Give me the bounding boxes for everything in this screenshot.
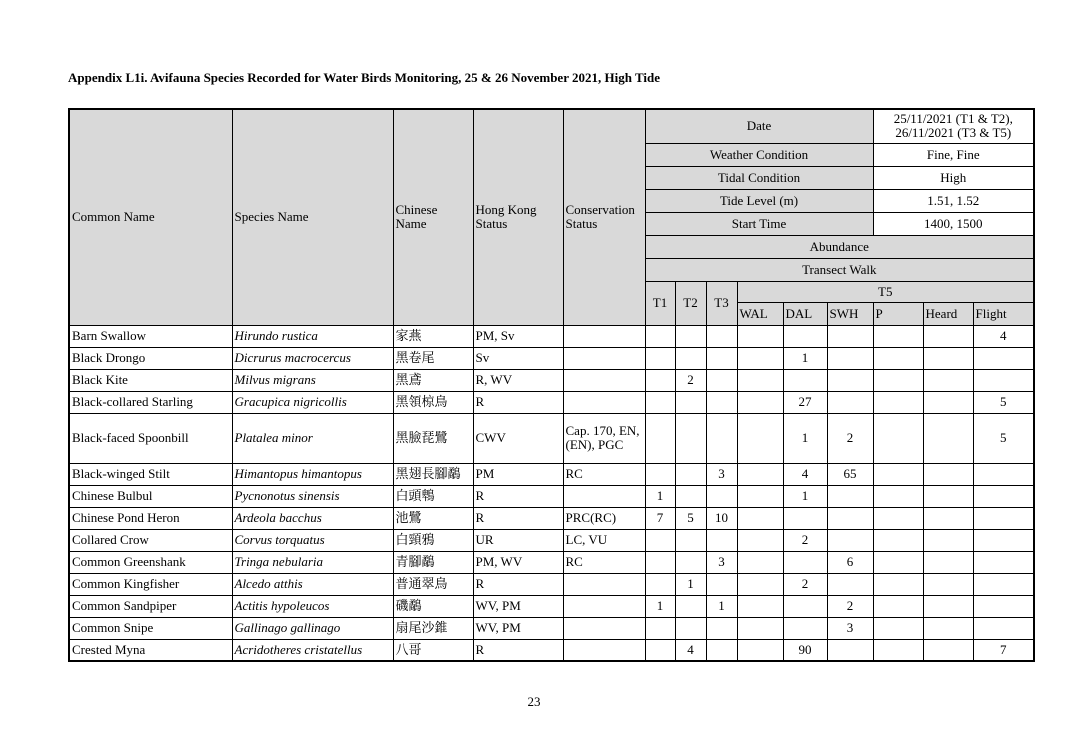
cell-flight [973, 551, 1034, 573]
cell-wal [737, 595, 783, 617]
cell-p [873, 595, 923, 617]
cell-heard [923, 463, 973, 485]
cell-t2 [675, 617, 706, 639]
cell-swh [827, 507, 873, 529]
cell-heard [923, 485, 973, 507]
cell-flight: 5 [973, 413, 1034, 463]
cell-flight: 7 [973, 639, 1034, 661]
cell-swh [827, 573, 873, 595]
cell-chinese-name: 青腳鷸 [393, 551, 473, 573]
cell-flight [973, 369, 1034, 391]
cell-swh [827, 485, 873, 507]
cell-t2: 4 [675, 639, 706, 661]
cell-dal [783, 507, 827, 529]
cell-conservation-status [563, 573, 645, 595]
avifauna-table [68, 108, 1035, 662]
cell-chinese-name: 黑鳶 [393, 369, 473, 391]
cell-dal [783, 551, 827, 573]
cell-swh: 3 [827, 617, 873, 639]
cell-common-name: Crested Myna [69, 639, 232, 661]
date-value: 25/11/2021 (T1 & T2), 26/11/2021 (T3 & T5) [873, 109, 1034, 143]
cell-hk-status: R [473, 507, 563, 529]
cell-t3: 1 [706, 595, 737, 617]
cell-wal [737, 617, 783, 639]
table-row [69, 485, 1034, 507]
cell-species-name: Dicrurus macrocercus [232, 347, 393, 369]
cell-t1 [645, 391, 675, 413]
cell-hk-status: UR [473, 529, 563, 551]
cell-dal: 27 [783, 391, 827, 413]
cell-t2 [675, 391, 706, 413]
cell-heard [923, 325, 973, 347]
cell-conservation-status [563, 347, 645, 369]
cell-t3 [706, 485, 737, 507]
cell-hk-status: PM, WV [473, 551, 563, 573]
cell-species-name: Platalea minor [232, 413, 393, 463]
cell-heard [923, 529, 973, 551]
cell-wal [737, 413, 783, 463]
col-header-hk-status: Hong Kong Status [473, 109, 563, 325]
cell-t3: 3 [706, 463, 737, 485]
cell-heard [923, 369, 973, 391]
cell-swh: 2 [827, 595, 873, 617]
cell-p [873, 369, 923, 391]
cell-flight [973, 463, 1034, 485]
cell-wal [737, 391, 783, 413]
cell-common-name: Common Snipe [69, 617, 232, 639]
table-row [69, 551, 1034, 573]
date-label: Date [645, 109, 873, 143]
cell-chinese-name: 磯鷸 [393, 595, 473, 617]
cell-species-name: Himantopus himantopus [232, 463, 393, 485]
cell-species-name: Pycnonotus sinensis [232, 485, 393, 507]
cell-hk-status: CWV [473, 413, 563, 463]
cell-t2 [675, 551, 706, 573]
cell-flight [973, 617, 1034, 639]
cell-common-name: Black Kite [69, 369, 232, 391]
cell-swh [827, 639, 873, 661]
table-row [69, 391, 1034, 413]
cell-common-name: Black-collared Starling [69, 391, 232, 413]
table-body [69, 325, 1034, 661]
cell-species-name: Alcedo atthis [232, 573, 393, 595]
cell-heard [923, 347, 973, 369]
col-header-conservation-status: Conservation Status [563, 109, 645, 325]
cell-common-name: Common Kingfisher [69, 573, 232, 595]
cell-p [873, 325, 923, 347]
cell-swh: 65 [827, 463, 873, 485]
cell-hk-status: Sv [473, 347, 563, 369]
page-title: Appendix L1i. Avifauna Species Recorded for Water Birds Monitoring, 25 & 26 November 2021, High Tide [68, 70, 661, 85]
cell-dal: 1 [783, 413, 827, 463]
cell-t2: 5 [675, 507, 706, 529]
col-header-t1: T1 [645, 281, 675, 325]
cell-chinese-name: 黑翅長腳鷸 [393, 463, 473, 485]
cell-p [873, 551, 923, 573]
cell-p [873, 617, 923, 639]
cell-hk-status: WV, PM [473, 617, 563, 639]
cell-t2 [675, 529, 706, 551]
cell-p [873, 485, 923, 507]
cell-t1 [645, 573, 675, 595]
cell-t1 [645, 369, 675, 391]
tidal-label: Tidal Condition [645, 166, 873, 189]
cell-swh [827, 391, 873, 413]
table-row [69, 573, 1034, 595]
cell-t1: 1 [645, 485, 675, 507]
cell-t2 [675, 347, 706, 369]
cell-species-name: Hirundo rustica [232, 325, 393, 347]
cell-wal [737, 573, 783, 595]
cell-species-name: Ardeola bacchus [232, 507, 393, 529]
cell-dal: 1 [783, 347, 827, 369]
cell-chinese-name: 扇尾沙錐 [393, 617, 473, 639]
cell-conservation-status [563, 485, 645, 507]
col-header-flight: Flight [973, 302, 1034, 325]
cell-dal [783, 617, 827, 639]
cell-conservation-status [563, 325, 645, 347]
cell-wal [737, 639, 783, 661]
cell-dal: 2 [783, 573, 827, 595]
cell-conservation-status [563, 617, 645, 639]
col-header-dal: DAL [783, 302, 827, 325]
cell-chinese-name: 黑臉琵鷺 [393, 413, 473, 463]
cell-swh: 6 [827, 551, 873, 573]
abundance-header: Abundance [645, 235, 1034, 258]
cell-species-name: Corvus torquatus [232, 529, 393, 551]
cell-conservation-status: RC [563, 551, 645, 573]
start-time-value: 1400, 1500 [873, 212, 1034, 235]
cell-t1 [645, 347, 675, 369]
table-row [69, 639, 1034, 661]
col-header-t3: T3 [706, 281, 737, 325]
cell-heard [923, 573, 973, 595]
cell-t3: 3 [706, 551, 737, 573]
col-header-t2: T2 [675, 281, 706, 325]
cell-flight [973, 573, 1034, 595]
cell-conservation-status: Cap. 170, EN, (EN), PGC [563, 413, 645, 463]
cell-species-name: Actitis hypoleucos [232, 595, 393, 617]
tide-level-value: 1.51, 1.52 [873, 189, 1034, 212]
cell-swh [827, 347, 873, 369]
cell-conservation-status: LC, VU [563, 529, 645, 551]
cell-swh [827, 325, 873, 347]
cell-hk-status: PM, Sv [473, 325, 563, 347]
cell-hk-status: PM [473, 463, 563, 485]
cell-conservation-status: RC [563, 463, 645, 485]
cell-wal [737, 529, 783, 551]
tidal-value: High [873, 166, 1034, 189]
col-header-p: P [873, 302, 923, 325]
cell-t1 [645, 617, 675, 639]
cell-p [873, 529, 923, 551]
col-header-wal: WAL [737, 302, 783, 325]
cell-hk-status: R [473, 485, 563, 507]
cell-heard [923, 413, 973, 463]
cell-chinese-name: 普通翠鳥 [393, 573, 473, 595]
cell-heard [923, 507, 973, 529]
cell-t3 [706, 391, 737, 413]
cell-conservation-status [563, 595, 645, 617]
cell-dal [783, 369, 827, 391]
cell-wal [737, 485, 783, 507]
cell-flight: 5 [973, 391, 1034, 413]
cell-flight [973, 529, 1034, 551]
cell-species-name: Acridotheres cristatellus [232, 639, 393, 661]
cell-t1 [645, 463, 675, 485]
cell-t3 [706, 325, 737, 347]
table-row [69, 617, 1034, 639]
cell-conservation-status [563, 369, 645, 391]
cell-t1 [645, 325, 675, 347]
cell-flight [973, 595, 1034, 617]
cell-flight [973, 507, 1034, 529]
cell-t3 [706, 529, 737, 551]
cell-common-name: Chinese Pond Heron [69, 507, 232, 529]
cell-hk-status: R [473, 639, 563, 661]
cell-chinese-name: 家燕 [393, 325, 473, 347]
cell-t2: 1 [675, 573, 706, 595]
cell-p [873, 413, 923, 463]
cell-species-name: Tringa nebularia [232, 551, 393, 573]
cell-species-name: Gracupica nigricollis [232, 391, 393, 413]
cell-t1: 7 [645, 507, 675, 529]
cell-t2: 2 [675, 369, 706, 391]
cell-chinese-name: 池鷺 [393, 507, 473, 529]
cell-heard [923, 551, 973, 573]
cell-heard [923, 391, 973, 413]
cell-dal: 1 [783, 485, 827, 507]
cell-hk-status: R [473, 391, 563, 413]
table-row [69, 529, 1034, 551]
table-row [69, 347, 1034, 369]
cell-t3: 10 [706, 507, 737, 529]
cell-common-name: Chinese Bulbul [69, 485, 232, 507]
cell-swh [827, 369, 873, 391]
cell-wal [737, 507, 783, 529]
cell-common-name: Barn Swallow [69, 325, 232, 347]
cell-t2 [675, 413, 706, 463]
cell-t3 [706, 639, 737, 661]
cell-t2 [675, 325, 706, 347]
cell-t3 [706, 369, 737, 391]
cell-common-name: Common Sandpiper [69, 595, 232, 617]
table-row [69, 325, 1034, 347]
cell-p [873, 347, 923, 369]
cell-wal [737, 369, 783, 391]
cell-flight [973, 485, 1034, 507]
cell-species-name: Gallinago gallinago [232, 617, 393, 639]
cell-t1: 1 [645, 595, 675, 617]
cell-heard [923, 639, 973, 661]
cell-wal [737, 347, 783, 369]
cell-t2 [675, 463, 706, 485]
cell-p [873, 507, 923, 529]
cell-wal [737, 551, 783, 573]
tide-level-label: Tide Level (m) [645, 189, 873, 212]
cell-common-name: Black-faced Spoonbill [69, 413, 232, 463]
weather-label: Weather Condition [645, 143, 873, 166]
cell-p [873, 391, 923, 413]
cell-t1 [645, 529, 675, 551]
cell-t1 [645, 551, 675, 573]
cell-t1 [645, 413, 675, 463]
cell-t3 [706, 573, 737, 595]
cell-hk-status: R, WV [473, 369, 563, 391]
cell-t3 [706, 413, 737, 463]
cell-hk-status: R [473, 573, 563, 595]
cell-common-name: Black-winged Stilt [69, 463, 232, 485]
cell-common-name: Collared Crow [69, 529, 232, 551]
cell-conservation-status: PRC(RC) [563, 507, 645, 529]
start-time-label: Start Time [645, 212, 873, 235]
col-header-species-name: Species Name [232, 109, 393, 325]
cell-flight: 4 [973, 325, 1034, 347]
cell-conservation-status [563, 639, 645, 661]
cell-dal: 4 [783, 463, 827, 485]
page-number: 23 [527, 694, 541, 709]
cell-common-name: Common Greenshank [69, 551, 232, 573]
cell-chinese-name: 黑卷尾 [393, 347, 473, 369]
cell-chinese-name: 八哥 [393, 639, 473, 661]
cell-p [873, 463, 923, 485]
cell-swh [827, 529, 873, 551]
weather-value: Fine, Fine [873, 143, 1034, 166]
cell-t2 [675, 485, 706, 507]
col-header-swh: SWH [827, 302, 873, 325]
table-row [69, 595, 1034, 617]
cell-p [873, 639, 923, 661]
col-header-chinese-name: Chinese Name [393, 109, 473, 325]
cell-chinese-name: 黑領椋鳥 [393, 391, 473, 413]
table-row [69, 413, 1034, 463]
cell-conservation-status [563, 391, 645, 413]
cell-dal: 90 [783, 639, 827, 661]
transect-walk-header: Transect Walk [645, 258, 1034, 281]
cell-heard [923, 617, 973, 639]
cell-wal [737, 463, 783, 485]
cell-dal: 2 [783, 529, 827, 551]
cell-t2 [675, 595, 706, 617]
cell-dal [783, 595, 827, 617]
cell-t3 [706, 347, 737, 369]
cell-heard [923, 595, 973, 617]
col-header-t5: T5 [737, 281, 1034, 302]
col-header-heard: Heard [923, 302, 973, 325]
cell-chinese-name: 白頸鴉 [393, 529, 473, 551]
cell-t3 [706, 617, 737, 639]
cell-chinese-name: 白頭鵯 [393, 485, 473, 507]
table-row [69, 507, 1034, 529]
cell-common-name: Black Drongo [69, 347, 232, 369]
col-header-common-name: Common Name [69, 109, 232, 325]
cell-hk-status: WV, PM [473, 595, 563, 617]
cell-p [873, 573, 923, 595]
cell-flight [973, 347, 1034, 369]
table-row [69, 463, 1034, 485]
cell-species-name: Milvus migrans [232, 369, 393, 391]
cell-dal [783, 325, 827, 347]
cell-t1 [645, 639, 675, 661]
cell-wal [737, 325, 783, 347]
cell-swh: 2 [827, 413, 873, 463]
table-row [69, 369, 1034, 391]
